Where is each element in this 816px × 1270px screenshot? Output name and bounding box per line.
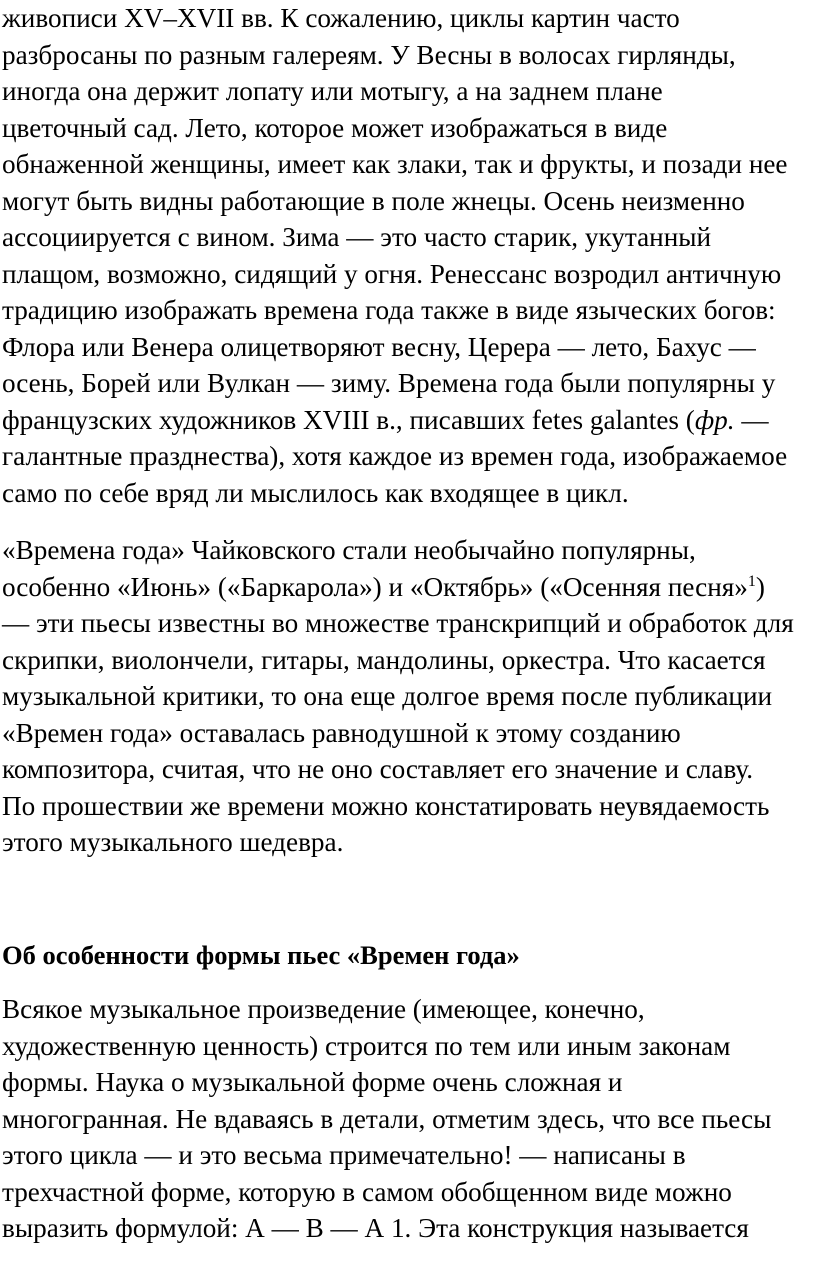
text-line: обнаженной женщины, имеет как злаки, так и фрукты, и позади нее — [2, 149, 788, 179]
text-line: «Времен года» оставалась равнодушной к этому созданию — [2, 717, 681, 748]
text-run: ) — [755, 571, 765, 602]
text-line: композитора, считая, что не оно составляет его значение и славу. — [2, 754, 754, 784]
paragraph-tchaikovsky-seasons — [2, 532, 794, 861]
paragraph-seasons-in-art — [2, 0, 788, 511]
footnote-marker[interactable]: 1 — [747, 572, 756, 590]
italic-abbreviation: фр. — [694, 404, 735, 435]
text-line: само по себе вряд ли мыслилось как входящее в цикл. — [2, 477, 629, 508]
text-line: музыкальной критики, то она еще долгое время после публикации — [2, 681, 773, 711]
text-line — [2, 402, 788, 439]
text-line: могут быть видны работающие в поле жнецы. Осень неизменно — [2, 185, 745, 216]
section-heading: Об особенности формы пьес «Времен года» — [2, 940, 520, 970]
text-line: художественную ценность) строится по тем или иным законам — [2, 1030, 731, 1061]
text-line: этого музыкального шедевра. — [2, 827, 344, 857]
text-line: ассоциируется с вином. Зима — это часто старик, укутанный — [2, 222, 712, 252]
text-run: французских художников XVIII в., писавших fetes galantes ( — [2, 404, 695, 435]
text-line: формы. Наука о музыкальной форме очень сложная и — [2, 1067, 623, 1097]
text-run: особенно «Июнь» («Баркарола») и «Октябрь» («Осенняя песня» — [2, 571, 748, 602]
text-line: иногда она держит лопату или мотыгу, а на заднем плане — [2, 76, 663, 106]
text-line — [2, 569, 794, 606]
paragraph-musical-form — [2, 991, 771, 1247]
text-line: — эти пьесы известны во множестве транскрипций и обработок для — [2, 608, 794, 638]
text-line: галантные празднества), хотя каждое из времен года, изображаемое — [2, 441, 788, 471]
text-line: этого цикла — и это весьма примечательно! — написаны в — [2, 1140, 686, 1170]
text-line: Всякое музыкальное произведение (имеющее, конечно, — [2, 994, 645, 1024]
text-line: разбросаны по разным галереям. У Весны в волосах гирлянды, — [2, 39, 736, 70]
text-line: По прошествии же времени можно констатировать неувядаемость — [2, 790, 770, 821]
text-line: традицию изображать времена года также в виде языческих богов: — [2, 295, 776, 325]
text-line: многогранная. Не вдаваясь в детали, отметим здесь, что все пьесы — [2, 1103, 772, 1134]
text-line: Флора или Венера олицетворяют весну, Церера — лето, Бахус — — [2, 331, 756, 362]
text-line: трехчастной форме, которую в самом обобщенном виде можно — [2, 1176, 732, 1207]
text-run: — — [734, 404, 769, 435]
text-line: живописи XV–XVII вв. К сожалению, циклы картин часто — [2, 3, 680, 33]
text-line: «Времена года» Чайковского стали необычайно популярны, — [2, 535, 696, 565]
text-line: плащом, возможно, сидящий у огня. Ренессанс возродил античную — [2, 258, 782, 289]
text-line: цветочный сад. Лето, которое может изображаться в виде — [2, 112, 668, 143]
text-line: осень, Борей или Вулкан — зиму. Времена года были популярны у — [2, 368, 776, 398]
text-line: скрипки, виолончели, гитары, мандолины, оркестра. Что касается — [2, 644, 766, 675]
text-line: выразить формулой: А — В — А 1. Эта конструкция называется — [2, 1213, 749, 1243]
